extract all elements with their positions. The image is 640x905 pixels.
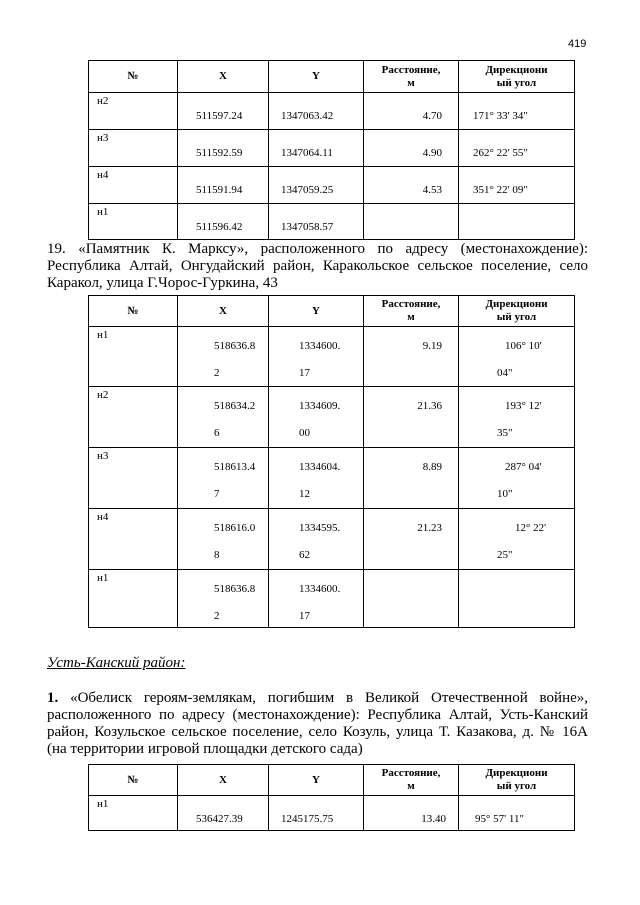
point-id: н4 xyxy=(97,169,109,181)
item-19-line2: Республика Алтай, Онгудайский район, Каракольское сельское поселение, село xyxy=(47,258,588,274)
header-angle-line2: ый угол xyxy=(496,311,537,323)
header-distance-line1: Расстояние, xyxy=(381,298,441,310)
table-row xyxy=(89,387,575,448)
header-distance xyxy=(364,296,459,327)
table-row xyxy=(89,93,575,130)
coord-y: 1347064.11 xyxy=(281,147,333,159)
header-distance xyxy=(364,61,459,93)
header-y: Y xyxy=(269,765,364,796)
distance: 4.53 xyxy=(422,184,442,196)
item-1-number: 1. xyxy=(47,690,59,706)
header-angle-line1: Дирекциони xyxy=(485,767,548,779)
item-1-line3: район, Козульское сельское поселение, село Козуль, улица Т. Казакова, д. № 16А xyxy=(47,724,588,740)
table-row xyxy=(89,448,575,509)
coord-y: 1347063.42 xyxy=(281,110,334,122)
item-1-line4: (на территории игровой площадки детского сада) xyxy=(47,741,363,757)
point-id: н1 xyxy=(97,329,109,341)
coord-x: 511597.24 xyxy=(196,110,243,122)
item-1-line1: 1. «Обелиск героям-землякам, погибшим в Великой Отечественной войне», xyxy=(47,690,589,706)
angle: 171° 33' 34" xyxy=(473,110,528,122)
table-row xyxy=(89,570,575,628)
point-id: н3 xyxy=(97,132,109,144)
coord-y: 1334595. 62 xyxy=(299,522,341,561)
coord-x: 511592.59 xyxy=(196,147,243,159)
coord-y: 1334600. 17 xyxy=(299,583,341,622)
header-distance xyxy=(364,765,459,796)
table-header-row xyxy=(89,765,575,796)
header-angle xyxy=(459,61,575,93)
page-number: 419 xyxy=(568,38,587,50)
coord-y: 1334604. 12 xyxy=(299,461,341,500)
coord-x: 511591.94 xyxy=(196,184,243,196)
distance: 21.23 xyxy=(417,522,442,534)
coord-x: 511596.42 xyxy=(196,221,243,233)
item-1-line2: расположенного по адресу (местонахождение): Республика Алтай, Усть-Канский xyxy=(47,707,588,723)
point-id: н1 xyxy=(97,206,109,218)
header-y: Y xyxy=(269,296,364,327)
header-x: X xyxy=(178,765,269,796)
header-num: № xyxy=(89,61,178,93)
header-angle xyxy=(459,765,575,796)
coordinates-table-3 xyxy=(88,764,575,831)
header-angle-line2: ый угол xyxy=(496,780,537,792)
header-num: № xyxy=(89,296,178,327)
point-id: н3 xyxy=(97,450,109,462)
header-distance-line2: м xyxy=(407,311,415,323)
distance: 13.40 xyxy=(421,813,446,825)
header-distance-line2: м xyxy=(407,780,415,792)
angle: 193° 12' 35" xyxy=(497,400,542,439)
coord-y: 1334609. 00 xyxy=(299,400,341,439)
header-x: X xyxy=(178,296,269,327)
point-id: н2 xyxy=(97,389,109,401)
table-row xyxy=(89,509,575,570)
item-19-line3: Каракол, улица Г.Чорос-Гуркина, 43 xyxy=(47,275,278,291)
point-id: н1 xyxy=(97,798,109,810)
header-angle-line1: Дирекциони xyxy=(485,298,548,310)
table-row xyxy=(89,327,575,387)
coord-y: 1347059.25 xyxy=(281,184,334,196)
angle: 106° 10' 04" xyxy=(497,340,542,379)
header-angle xyxy=(459,296,575,327)
distance: 4.70 xyxy=(422,110,442,122)
item-1-text xyxy=(47,690,588,758)
coord-x: 518634.2 6 xyxy=(214,400,256,439)
header-distance-line1: Расстояние, xyxy=(381,767,441,779)
angle: 95° 57' 11" xyxy=(475,813,524,825)
header-num: № xyxy=(89,765,178,796)
table-row xyxy=(89,130,575,167)
item-19-line1: 19. «Памятник К. Марксу», расположенного по адресу (местонахождение): xyxy=(47,241,588,257)
coord-x: 536427.39 xyxy=(196,813,243,825)
coord-x: 518616.0 8 xyxy=(214,522,256,561)
header-angle-line2: ый угол xyxy=(496,76,537,89)
header-distance-line2: м xyxy=(407,76,415,89)
coordinates-table-1 xyxy=(88,60,575,240)
table-header-row xyxy=(89,61,575,93)
point-id: н1 xyxy=(97,572,109,584)
coordinates-table-2 xyxy=(88,295,575,628)
angle: 351° 22' 09" xyxy=(473,184,528,196)
coord-y: 1245175.75 xyxy=(281,813,334,825)
table-row xyxy=(89,204,575,240)
angle: 262° 22' 55" xyxy=(473,147,528,159)
header-x: X xyxy=(178,61,269,93)
angle: 287° 04' 10" xyxy=(497,461,542,500)
coord-y: 1347058.57 xyxy=(281,221,334,233)
coord-x: 518636.8 2 xyxy=(214,583,256,622)
point-id: н4 xyxy=(97,511,109,523)
coord-x: 518613.4 7 xyxy=(214,461,256,500)
distance: 9.19 xyxy=(422,340,442,352)
coord-x: 518636.8 2 xyxy=(214,340,256,379)
header-angle-line1: Дирекциони xyxy=(485,63,548,76)
table-row xyxy=(89,796,575,831)
region-heading: Усть-Канский район: xyxy=(47,655,186,671)
table-row xyxy=(89,167,575,204)
angle: 12° 22' 25" xyxy=(497,522,547,561)
header-distance-line1: Расстояние, xyxy=(381,63,441,76)
header-y: Y xyxy=(269,61,364,93)
point-id: н2 xyxy=(97,95,109,107)
distance: 21.36 xyxy=(417,400,442,412)
coord-y: 1334600. 17 xyxy=(299,340,341,379)
distance: 4.90 xyxy=(422,147,442,159)
item-19-text xyxy=(47,241,588,292)
distance: 8.89 xyxy=(422,461,442,473)
table-header-row xyxy=(89,296,575,327)
